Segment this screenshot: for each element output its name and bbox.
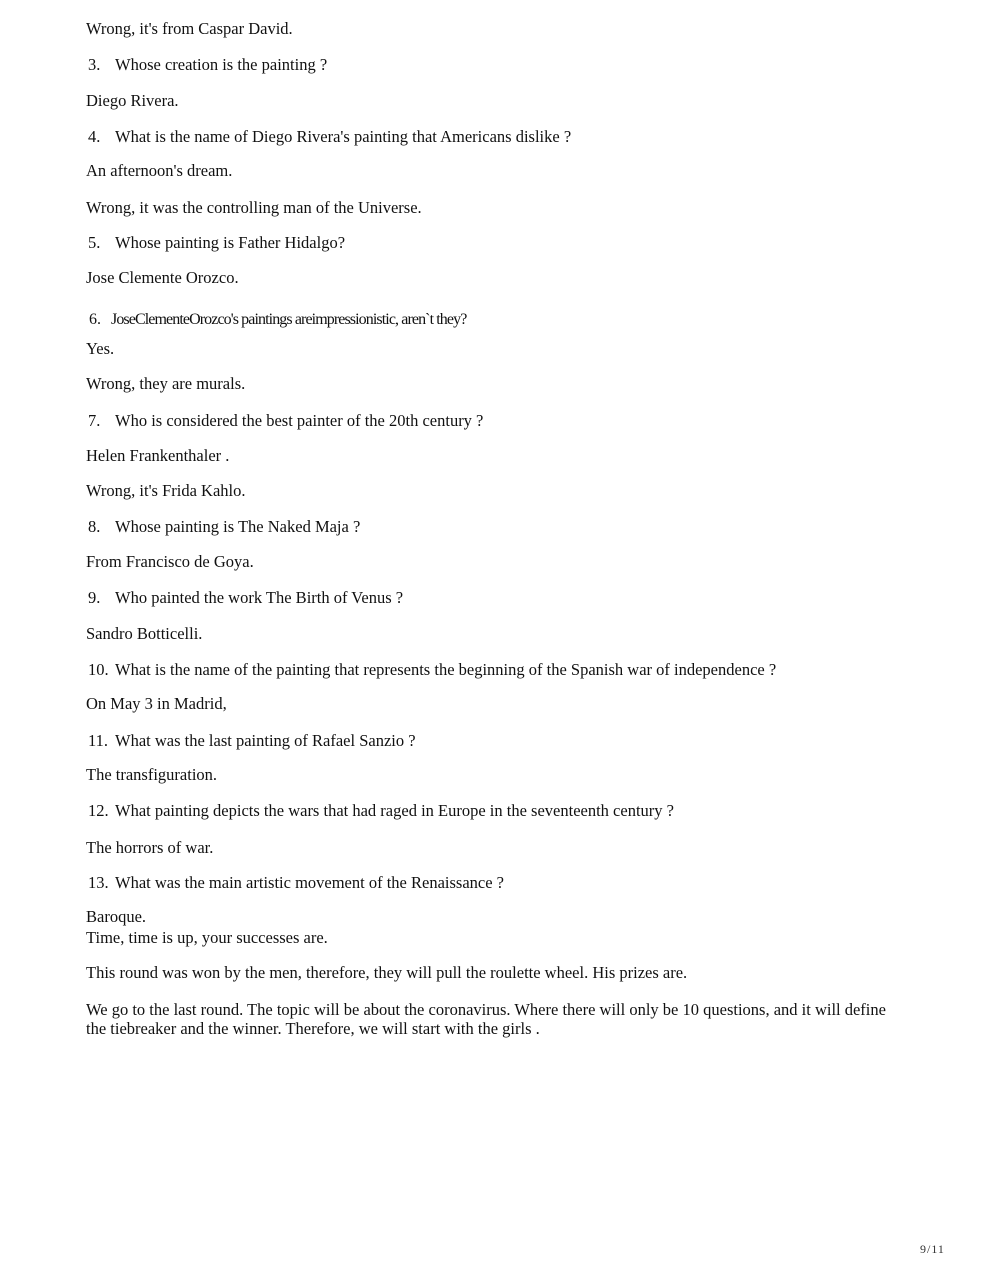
question-text: Whose painting is The Naked Maja ?: [115, 517, 361, 536]
question-number: 12.: [88, 801, 109, 820]
question-text: What is the name of Diego Rivera's painting that Americans dislike ?: [115, 127, 572, 146]
answer-text: Baroque.: [86, 907, 147, 926]
question-number: 9.: [88, 588, 101, 607]
question-text: What painting depicts the wars that had raged in Europe in the seventeenth century ?: [115, 801, 674, 820]
question-number: 13.: [88, 873, 109, 892]
question-item: [88, 801, 674, 821]
question-item: [88, 660, 776, 680]
answer-text: Wrong, it's Frida Kahlo.: [86, 481, 246, 500]
question-item: [89, 310, 466, 330]
question-number: 6.: [89, 311, 101, 328]
question-number: 5.: [88, 233, 101, 252]
question-text: Whose painting is Father Hidalgo?: [115, 233, 346, 252]
question-item: [88, 55, 327, 75]
answer-text: The transfiguration.: [86, 765, 218, 784]
question-text: Who is considered the best painter of the 20th century ?: [115, 411, 484, 430]
answer-text: The horrors of war.: [86, 838, 214, 857]
answer-text: Helen Frankenthaler .: [86, 446, 230, 465]
answer-text: Wrong, it's from Caspar David.: [86, 19, 293, 38]
answer-text: Time, time is up, your successes are.: [86, 928, 328, 947]
answer-text: Wrong, they are murals.: [86, 374, 246, 393]
question-item: [88, 731, 416, 751]
question-text: What is the name of the painting that represents the beginning of the Spanish war of independence ?: [115, 660, 777, 679]
page-number: 9/11: [920, 1242, 945, 1256]
answer-text: Diego Rivera.: [86, 91, 179, 110]
question-item: [88, 873, 504, 893]
answer-text: Sandro Botticelli.: [86, 624, 203, 643]
answer-text: Wrong, it was the controlling man of the Universe.: [86, 198, 422, 217]
question-number: 4.: [88, 127, 101, 146]
question-item: [88, 588, 403, 608]
question-number: 10.: [88, 660, 109, 679]
question-number: 3.: [88, 55, 101, 74]
question-text: Whose creation is the painting ?: [115, 55, 328, 74]
answer-text: An afternoon's dream.: [86, 161, 233, 180]
answer-text: Jose Clemente Orozco.: [86, 268, 239, 287]
question-item: [88, 233, 345, 253]
question-text: What was the last painting of Rafael Sanzio ?: [115, 731, 416, 750]
question-number: 11.: [88, 731, 109, 750]
answer-text: From Francisco de Goya.: [86, 552, 254, 571]
question-text: Who painted the work The Birth of Venus ?: [115, 588, 404, 607]
question-item: [88, 411, 483, 431]
paragraph: We go to the last round. The topic will be about the coronavirus. Where there will only be 10 questions, and it will define the tiebreaker and the winner. Therefore, we will start with the girls .: [86, 1000, 886, 1038]
question-number: 8.: [88, 517, 101, 536]
question-text: What was the main artistic movement of the Renaissance ?: [115, 873, 504, 892]
question-item: [88, 517, 360, 537]
answer-text: On May 3 in Madrid,: [86, 694, 227, 713]
question-number: 7.: [88, 411, 101, 430]
paragraph: This round was won by the men, therefore, they will pull the roulette wheel. His prizes are.: [86, 963, 688, 982]
answer-text: Yes.: [86, 339, 115, 358]
question-text: JoseClementeOrozco's paintings areimpressionistic, aren`t they?: [111, 311, 467, 328]
question-item: [88, 127, 571, 147]
